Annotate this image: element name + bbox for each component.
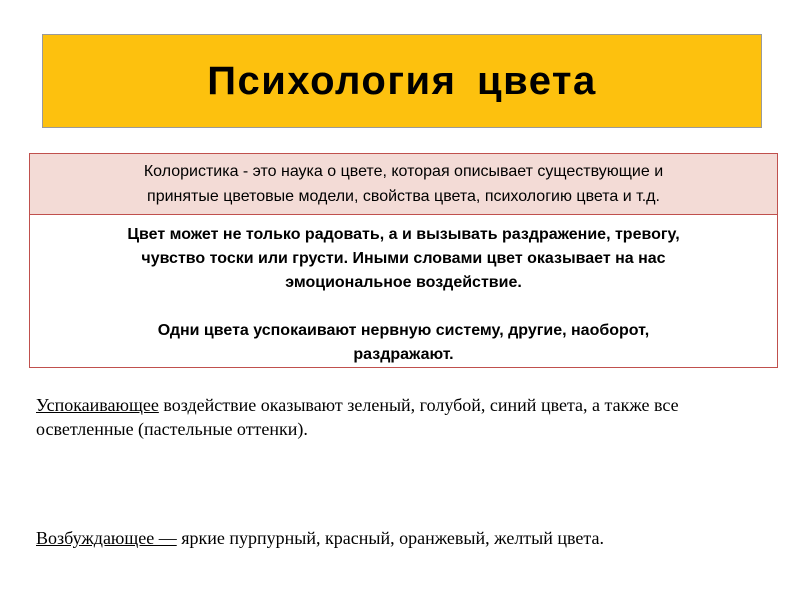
definition-box bbox=[29, 153, 778, 215]
info-line: эмоциональное воздействие. bbox=[285, 274, 522, 291]
paragraph-gap bbox=[50, 295, 757, 319]
title-banner bbox=[42, 34, 762, 128]
calming-paragraph bbox=[36, 393, 770, 441]
info-line: раздражают. bbox=[353, 346, 454, 363]
info-line: Цвет может не только радовать, а и вызывать раздражение, тревогу, bbox=[127, 226, 680, 243]
definition-line: принятые цветовые модели, свойства цвета, психологию цвета и т.д. bbox=[147, 188, 660, 205]
exciting-text: яркие пурпурный, красный, оранжевый, желтый цвета. bbox=[176, 528, 604, 548]
definition-text bbox=[144, 159, 663, 209]
calming-term: Успокаивающее bbox=[36, 395, 159, 415]
exciting-term: Возбуждающее — bbox=[36, 528, 177, 548]
calming-text: воздействие оказывают зеленый, голубой, синий цвета, а также все осветленные (пастельные оттенки). bbox=[36, 395, 679, 439]
info-line: чувство тоски или грусти. Иными словами цвет оказывает на нас bbox=[141, 250, 666, 267]
exciting-paragraph bbox=[36, 526, 770, 550]
info-line: Одни цвета успокаивают нервную систему, другие, наоборот, bbox=[157, 322, 650, 339]
definition-line: Колористика - это наука о цвете, которая описывает существующие и bbox=[143, 163, 664, 180]
info-box bbox=[29, 215, 778, 368]
slide-title: Психология цвета bbox=[207, 58, 597, 103]
